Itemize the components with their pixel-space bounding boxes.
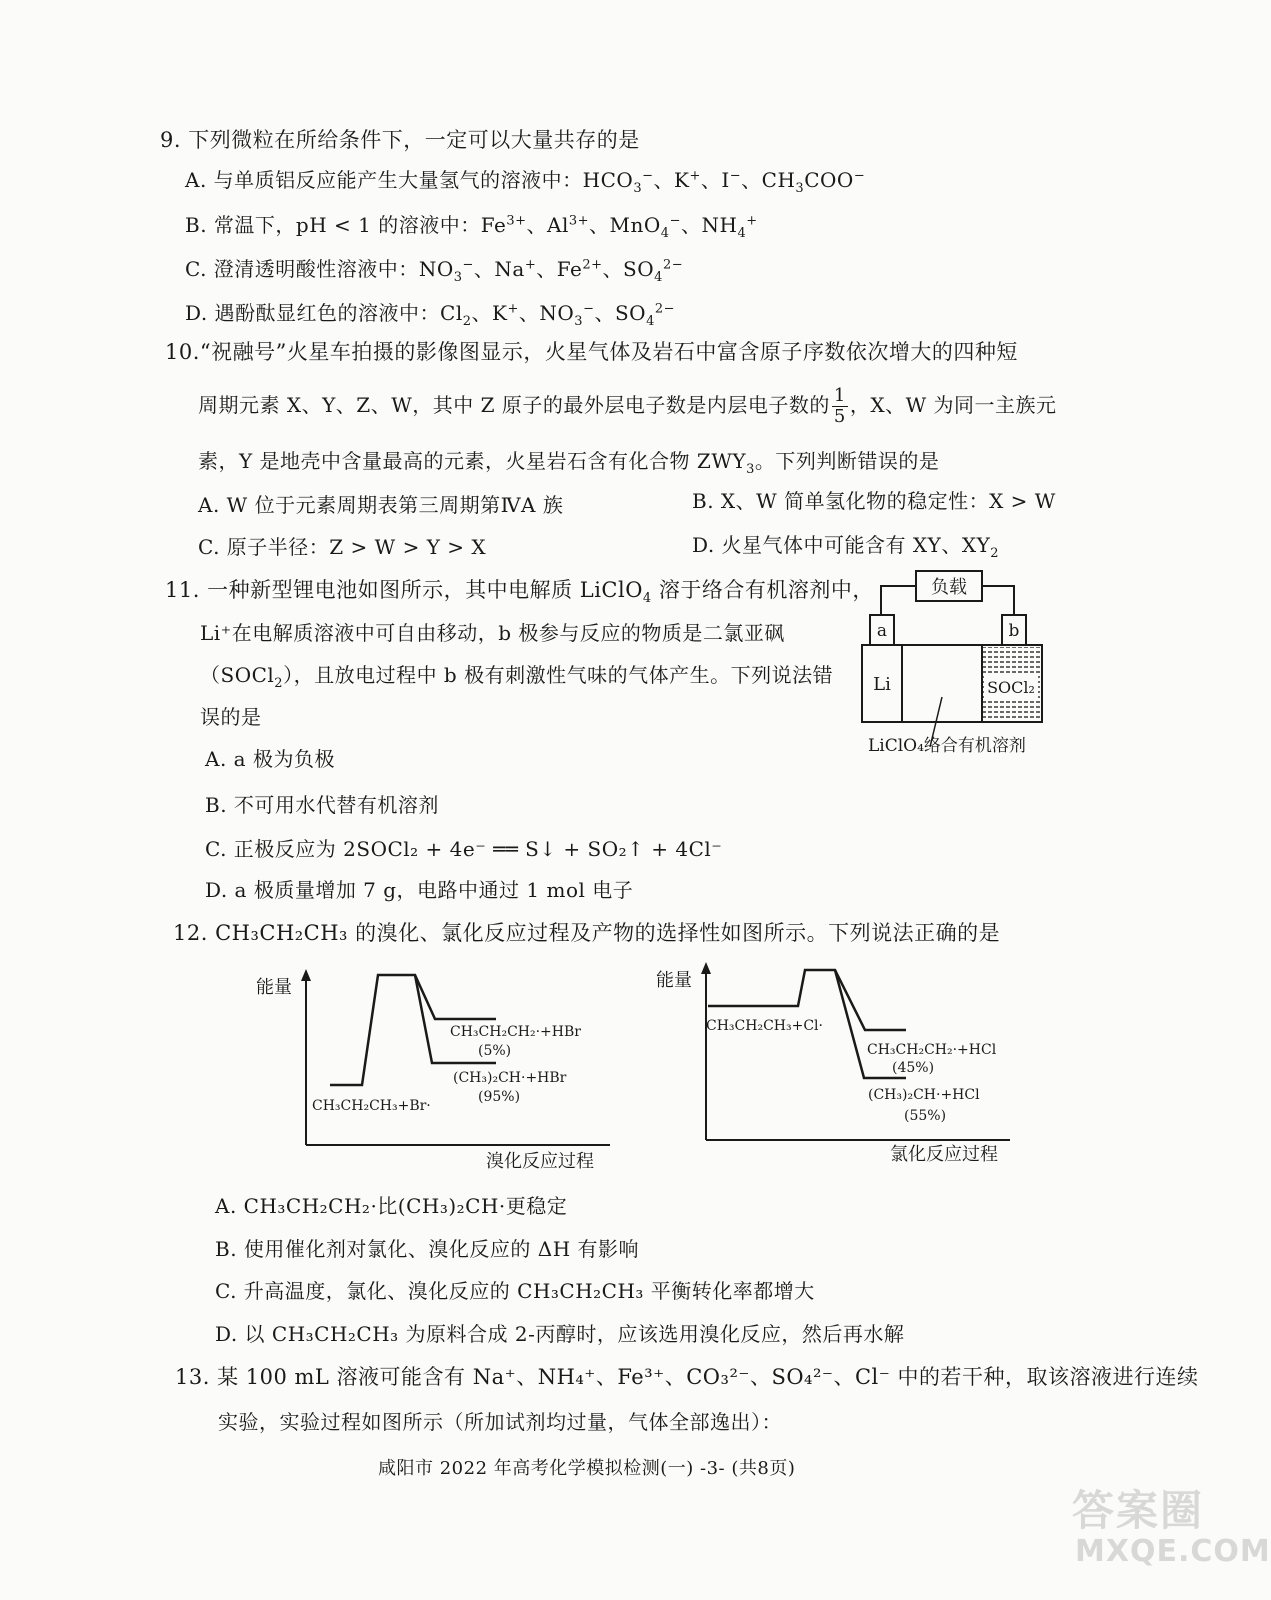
right-xlabel: 氯化反应过程 [890, 1144, 998, 1165]
q10-line3: 素，Y 是地壳中含量最高的元素，火星岩石含有化合物 $ZWY_3$。下列判断错误的是 [198, 449, 940, 477]
wire-right [982, 586, 1014, 615]
load-label: 负载 [931, 577, 967, 598]
left-ylabel: 能量 [256, 977, 292, 998]
electrode-b-label: b [1008, 621, 1020, 641]
right-p1: CH₃CH₂CH₂·+HCl [867, 1042, 997, 1058]
q10-option-d: D. 火星气体中可能含有 XY、$XY_2$ [692, 533, 1000, 561]
q11-line4: 误的是 [200, 705, 262, 729]
q9-option-a: A. 与单质铝反应能产生大量氢气的溶液中：$HCO_3^-$、K+、I−、$CH_3COO^-$ [185, 168, 866, 196]
left-xlabel: 溴化反应过程 [486, 1151, 594, 1172]
q12-option-d: D. 以 CH₃CH₂CH₃ 为原料合成 2-丙醇时，应该选用溴化反应，然后再水解 [215, 1322, 905, 1346]
left-y-arrow [301, 969, 311, 981]
q10-line2: 周期元素 X、Y、Z、W，其中 Z 原子的最外层电子数是内层电子数的 $\frac{1}{5}$ ，X、W 为同一主族元 [198, 385, 1057, 427]
q12-option-b: B. 使用催化剂对氯化、溴化反应的 ΔH 有影响 [215, 1237, 640, 1261]
left-p2-pct: (95%) [478, 1089, 521, 1105]
right-p2: (CH₃)₂CH·+HCl [868, 1087, 980, 1103]
chlorination-energy-diagram [650, 960, 1030, 1170]
q9-stem: 9. 下列微粒在所给条件下，一定可以大量共存的是 [160, 128, 640, 152]
right-reactant: CH₃CH₂CH₃+Cl· [706, 1018, 823, 1034]
q10-option-a: A. W 位于元素周期表第三周期第ⅣA 族 [198, 493, 564, 517]
bromination-energy-diagram [250, 965, 630, 1175]
q13-line1: 13. 某 100 mL 溶液可能含有 Na⁺、NH₄⁺、Fe³⁺、CO₃²⁻、SO₄²⁻、Cl⁻ 中的若干种，取该溶液进行连续 [175, 1365, 1199, 1389]
wire-left [881, 586, 916, 615]
q11-option-c: C. 正极反应为 2SOCl₂ + 4e⁻ ══ S↓ + SO₂↑ + 4Cl⁻ [205, 837, 723, 861]
left-reactant: CH₃CH₂CH₃+Br· [312, 1098, 431, 1114]
q12-stem: 12. CH₃CH₂CH₃ 的溴化、氯化反应过程及产物的选择性如图所示。下列说法正确的是 [173, 921, 1001, 945]
li-electrode-label: Li [873, 674, 891, 695]
page-footer: 咸阳市 2022 年高考化学模拟检测(一) -3- (共8页) [378, 1458, 796, 1479]
socl2-label: SOCl₂ [987, 678, 1035, 697]
electrode-a-label: a [876, 621, 888, 641]
q11-option-a: A. a 极为负极 [205, 747, 335, 771]
q12-option-c: C. 升高温度，氯化、溴化反应的 CH₃CH₂CH₃ 平衡转化率都增大 [215, 1279, 815, 1303]
watermark-url: MXQE.COM [1075, 1534, 1271, 1569]
q9-option-c: C. 澄清透明酸性溶液中：$NO_3^-$、Na+、$Fe^{2+}$、$SO_4^{2-}$ [185, 257, 684, 285]
left-p2: (CH₃)₂CH·+HBr [453, 1070, 567, 1086]
watermark-logo: 答案圈 [1072, 1486, 1205, 1535]
right-p2-pct: (55%) [904, 1108, 947, 1124]
q10-line1: 10.“祝融号”火星车拍摄的影像图显示，火星气体及岩石中富含原子序数依次增大的四种短 [165, 340, 1018, 364]
q11-option-b: B. 不可用水代替有机溶剂 [205, 793, 439, 817]
q11-line1: 11. 一种新型锂电池如图所示，其中电解质 LiClO$_4$ 溶于络合有机溶剂中， [165, 578, 874, 607]
q11-line3: （SOCl$_2$），且放电过程中 b 极有刺激性气味的气体产生。下列说法错 [200, 663, 834, 691]
electrolyte-caption: LiClO₄络合有机溶剂 [868, 736, 1026, 756]
q10-fraction: $\frac{1}{5}$ [833, 385, 846, 427]
q10-option-b: B. X、W 简单氢化物的稳定性：X > W [692, 489, 1056, 513]
right-ylabel: 能量 [656, 970, 692, 991]
q10-option-c: C. 原子半径：Z > W > Y > X [198, 535, 487, 559]
q9-option-d: D. 遇酚酞显红色的溶液中：$Cl_2$、K+、$NO_3^-$、$SO_4^{2-}$ [185, 301, 676, 329]
q13-line2: 实验，实验过程如图所示（所加试剂均过量，气体全部逸出）： [218, 1410, 782, 1434]
q12-option-a: A. CH₃CH₂CH₂·比(CH₃)₂CH·更稳定 [215, 1194, 568, 1218]
q11-line2: Li⁺在电解质溶液中可自由移动，b 极参与反应的物质是二氯亚砜 [200, 621, 785, 645]
q9-option-b: B. 常温下，pH < 1 的溶液中：$Fe^{3+}$、$Al^{3+}$、MnO$_4$−、$NH_4^+$ [185, 213, 758, 241]
right-y-arrow [701, 962, 711, 974]
q11-option-d: D. a 极质量增加 7 g，电路中通过 1 mol 电子 [205, 878, 634, 902]
battery-diagram [850, 565, 1070, 765]
right-p1-pct: (45%) [892, 1060, 935, 1076]
left-p1: CH₃CH₂CH₂·+HBr [450, 1024, 581, 1040]
left-p1-pct: (5%) [478, 1043, 512, 1059]
